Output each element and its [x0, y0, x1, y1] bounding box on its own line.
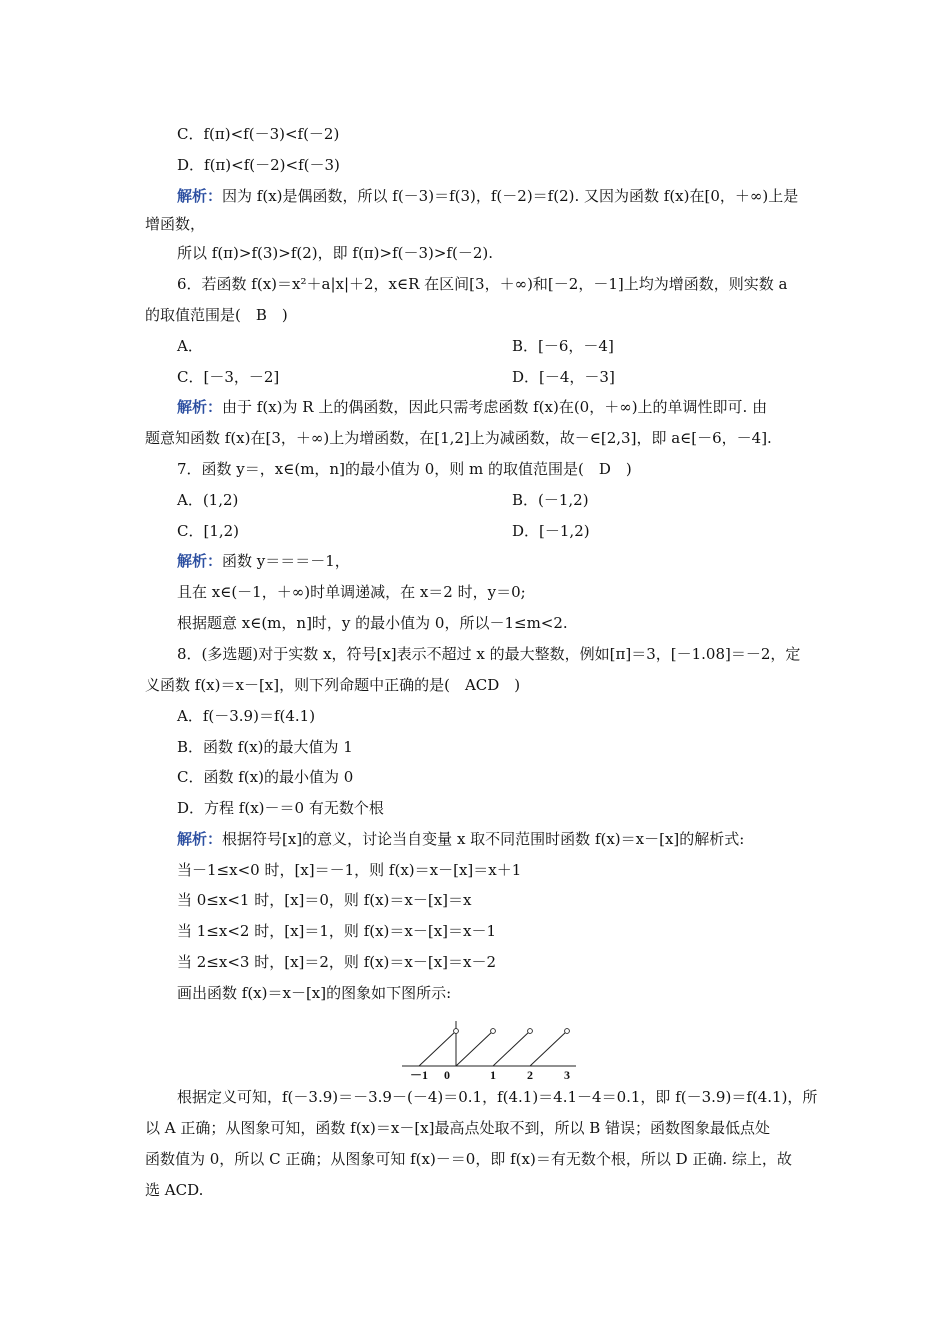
open-endpoint: [454, 1029, 459, 1034]
text-line: [512, 336, 614, 358]
graph-segment: [530, 1031, 567, 1066]
line-text: 8．(多选题)对于实数 x，符号[x]表示不超过 x 的最大整数，例如[π]＝3，[－1.08]＝－2，定: [177, 645, 801, 663]
text-line: [177, 829, 744, 851]
text-line: [177, 582, 526, 604]
line-text: C．[－3，－2]: [177, 368, 280, 386]
line-text: 且在 x∈(－1，＋∞)时单调递减，在 x＝2 时，y＝0;: [177, 583, 526, 601]
x-tick-label: 2: [527, 1068, 533, 1082]
open-endpoint: [491, 1029, 496, 1034]
x-tick-label: 0: [444, 1068, 450, 1082]
text-line: [177, 890, 472, 912]
text-line: [177, 459, 632, 481]
text-line: [177, 397, 767, 419]
text-line: [177, 490, 238, 512]
line-text: A．(1,2): [177, 491, 239, 509]
analysis-label: 解析：: [177, 398, 223, 416]
text-line: [145, 214, 205, 236]
line-text: C．[1,2): [177, 522, 240, 540]
line-text: B．(－1,2): [512, 491, 589, 509]
line-text: 增函数，: [145, 215, 206, 233]
open-endpoint: [528, 1029, 533, 1034]
line-text: D．f(π)<f(－2)<f(－3): [177, 156, 340, 174]
text-line: [177, 155, 340, 177]
x-tick-label: 3: [564, 1068, 570, 1082]
text-line: [177, 767, 353, 789]
text-line: [512, 490, 589, 512]
text-line: [145, 1149, 792, 1171]
text-line: [177, 274, 787, 296]
line-text: 函数 y＝＝＝－1，: [222, 552, 350, 570]
line-text: 根据定义可知，f(－3.9)＝－3.9－(－4)＝0.1，f(4.1)＝4.1－4＝0.1，即 f(－3.9)＝f(4.1)，所: [177, 1088, 818, 1106]
line-text: D．方程 f(x)－＝0 有无数个根: [177, 799, 384, 817]
text-line: [145, 305, 288, 327]
line-text: 当 0≤x<1 时，[x]＝0，则 f(x)＝x－[x]＝x: [177, 891, 472, 909]
line-text: B．函数 f(x)的最大值为 1: [177, 738, 353, 756]
text-line: [145, 675, 520, 697]
analysis-label: 解析：: [177, 552, 223, 570]
line-text: 7．函数 y＝，x∈(m，n]的最小值为 0，则 m 的取值范围是( D ): [177, 460, 632, 478]
text-line: [145, 1180, 203, 1202]
graph-segment: [493, 1031, 530, 1066]
line-text: A．: [177, 337, 203, 355]
text-line: [177, 921, 496, 943]
graph-segment: [456, 1031, 493, 1066]
line-text: C．f(π)<f(－3)<f(－2): [177, 125, 340, 143]
line-text: 所以 f(π)>f(3)>f(2)，即 f(π)>f(－3)>f(－2).: [177, 244, 494, 262]
text-line: [177, 336, 203, 358]
analysis-label: 解析：: [177, 830, 223, 848]
line-text: 的取值范围是( B ): [145, 306, 288, 324]
line-text: 义函数 f(x)＝x－[x]，则下列命题中正确的是( ACD ): [145, 676, 521, 694]
line-text: 画出函数 f(x)＝x－[x]的图象如下图所示:: [177, 984, 452, 1002]
text-line: [145, 1118, 770, 1140]
text-line: [177, 551, 350, 573]
text-line: [177, 798, 384, 820]
text-line: [512, 367, 615, 389]
text-line: [177, 186, 798, 208]
line-text: C．函数 f(x)的最小值为 0: [177, 768, 354, 786]
text-line: [177, 243, 493, 265]
text-line: [177, 860, 521, 882]
text-line: [177, 952, 496, 974]
text-line: [177, 706, 315, 728]
text-line: [177, 613, 568, 635]
line-text: 当 1≤x<2 时，[x]＝1，则 f(x)＝x－[x]＝x－1: [177, 922, 497, 940]
line-text: 函数值为 0，所以 C 正确；从图象可知 f(x)－＝0，即 f(x)＝有无数个根，所以 D 正确. 综上，故: [145, 1150, 792, 1168]
line-text: 选 ACD.: [145, 1181, 204, 1199]
text-line: [145, 428, 772, 450]
line-text: 因为 f(x)是偶函数，所以 f(－3)＝f(3)，f(－2)＝f(2). 又因为函数 f(x)在[0，＋∞)上是: [222, 187, 799, 205]
text-line: [177, 983, 451, 1005]
text-line: [512, 521, 590, 543]
text-line: [177, 124, 339, 146]
line-text: 当 2≤x<3 时，[x]＝2，则 f(x)＝x－[x]＝x－2: [177, 953, 497, 971]
line-text: 6．若函数 f(x)＝x²＋a|x|＋2，x∈R 在区间[3，＋∞)和[－2，－1]上均为增函数，则实数 a: [177, 275, 788, 293]
line-text: A．f(－3.9)＝f(4.1): [177, 707, 316, 725]
line-text: 当－1≤x<0 时，[x]＝－1，则 f(x)＝x－[x]＝x＋1: [177, 861, 522, 879]
text-line: [177, 737, 353, 759]
text-line: [177, 1087, 817, 1109]
line-text: D．[－1,2): [512, 522, 590, 540]
line-text: D．[－4，－3]: [512, 368, 615, 386]
line-text: 根据符号[x]的意义，讨论当自变量 x 取不同范围时函数 f(x)＝x－[x]的解析式:: [222, 830, 745, 848]
text-line: [177, 367, 279, 389]
line-text: B．[－6，－4]: [512, 337, 614, 355]
sawtooth-graph: [400, 1017, 580, 1085]
x-tick-label: －1: [409, 1068, 429, 1082]
line-text: 根据题意 x∈(m，n]时，y 的最小值为 0，所以－1≤m<2.: [177, 614, 568, 632]
text-line: [177, 521, 239, 543]
x-tick-label: 1: [490, 1068, 496, 1082]
graph-segment: [419, 1031, 456, 1066]
open-endpoint: [565, 1029, 570, 1034]
line-text: 题意知函数 f(x)在[3，＋∞)上为增函数，在[1,2]上为减函数，故－∈[2,3]，即 a∈[－6，－4].: [145, 429, 772, 447]
text-line: [177, 644, 800, 666]
line-text: 以 A 正确；从图象可知，函数 f(x)＝x－[x]最高点处取不到，所以 B 错误；函数图象最低点处: [145, 1119, 771, 1137]
line-text: 由于 f(x)为 R 上的偶函数，因此只需考虑函数 f(x)在(0，＋∞)上的单调性即可. 由: [222, 398, 768, 416]
analysis-label: 解析：: [177, 187, 223, 205]
